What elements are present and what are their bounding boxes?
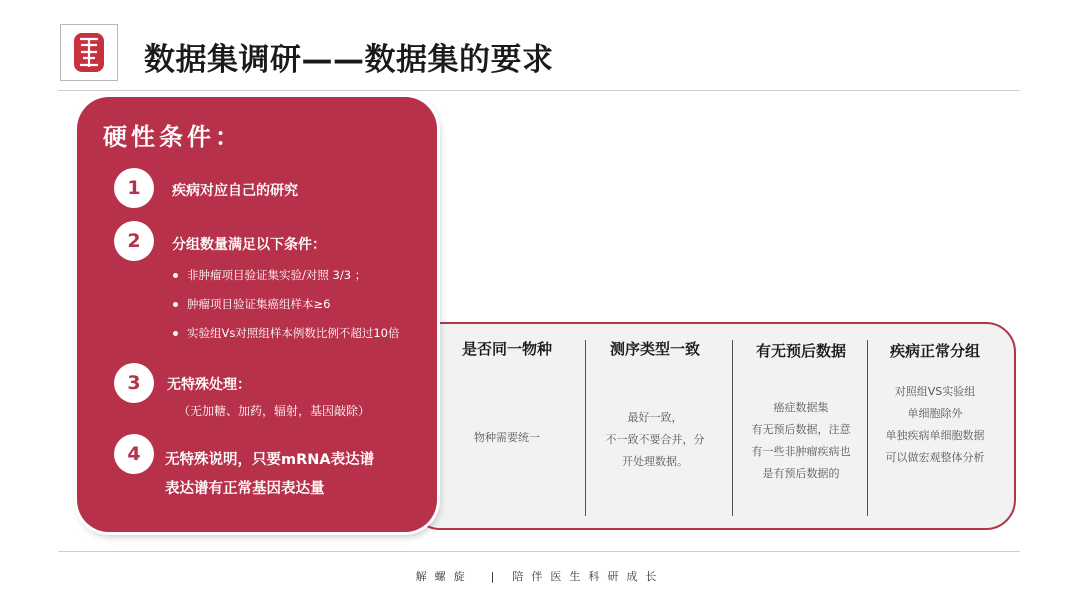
criteria-desc: 癌症数据集 有无预后数据，注意 有一些非肿瘤疾病也 是有预后数据的 — [751, 401, 851, 480]
condition-text: 无特殊处理： — [167, 377, 251, 393]
column-divider — [732, 340, 733, 516]
step-number-badge: 3 — [114, 363, 154, 403]
column-divider — [867, 340, 868, 516]
condition-text: 无特殊说明，只要mRNA表达谱 — [165, 452, 375, 468]
column-divider — [585, 340, 586, 516]
requirements-heading: 硬性条件： — [103, 123, 243, 151]
bullet-dot-icon — [173, 273, 178, 278]
page-title: 数据集调研——数据集的要求 — [144, 42, 554, 78]
brand-logo — [60, 24, 118, 81]
step-number-badge: 2 — [114, 221, 154, 261]
seal-logo-icon — [61, 25, 117, 80]
criteria-column-seq-type — [590, 338, 720, 473]
bullet-item: 实验组Vs对照组样本例数比例不超过10倍 — [173, 325, 400, 341]
criteria-desc: 对照组VS实验组 单细胞除外 单独疾病单细胞数据 可以做宏观整体分析 — [885, 385, 985, 464]
bullet-item: 肿瘤项目验证集癌组样本≥6 — [173, 296, 330, 312]
footer-slogan: 陪伴医生科研成长 — [512, 570, 665, 583]
criteria-title: 有无预后数据 — [755, 342, 846, 360]
footer-separator: | — [490, 570, 495, 583]
bullet-dot-icon — [173, 302, 178, 307]
step-number-badge: 4 — [114, 434, 154, 474]
footer-divider — [58, 551, 1020, 552]
criteria-title: 测序类型一致 — [609, 340, 700, 358]
footer — [0, 568, 1080, 584]
condition-text: 分组数量满足以下条件： — [172, 237, 326, 253]
criteria-column-species — [442, 338, 572, 449]
requirements-panel — [77, 97, 437, 532]
criteria-column-prognosis — [736, 340, 866, 485]
bullet-dot-icon — [173, 331, 178, 336]
condition-text: 疾病对应自己的研究 — [172, 183, 298, 199]
criteria-title: 是否同一物种 — [461, 340, 552, 358]
bullet-item: 非肿瘤项目验证集实验/对照 3/3 ； — [173, 267, 366, 283]
criteria-title: 疾病正常分组 — [889, 342, 980, 360]
step-number-badge: 1 — [114, 168, 154, 208]
criteria-desc: 物种需要统一 — [474, 431, 540, 444]
criteria-column-grouping — [870, 340, 1000, 469]
criteria-desc: 最好一致， 不一致不要合并，分 开处理数据。 — [605, 411, 705, 468]
header-divider — [58, 90, 1020, 91]
condition-text: 表达谱有正常基因表达量 — [165, 481, 325, 497]
footer-brand: 解螺旋 — [415, 570, 473, 583]
condition-subtext: （无加糖、加药，辐射，基因敲除） — [178, 404, 371, 418]
